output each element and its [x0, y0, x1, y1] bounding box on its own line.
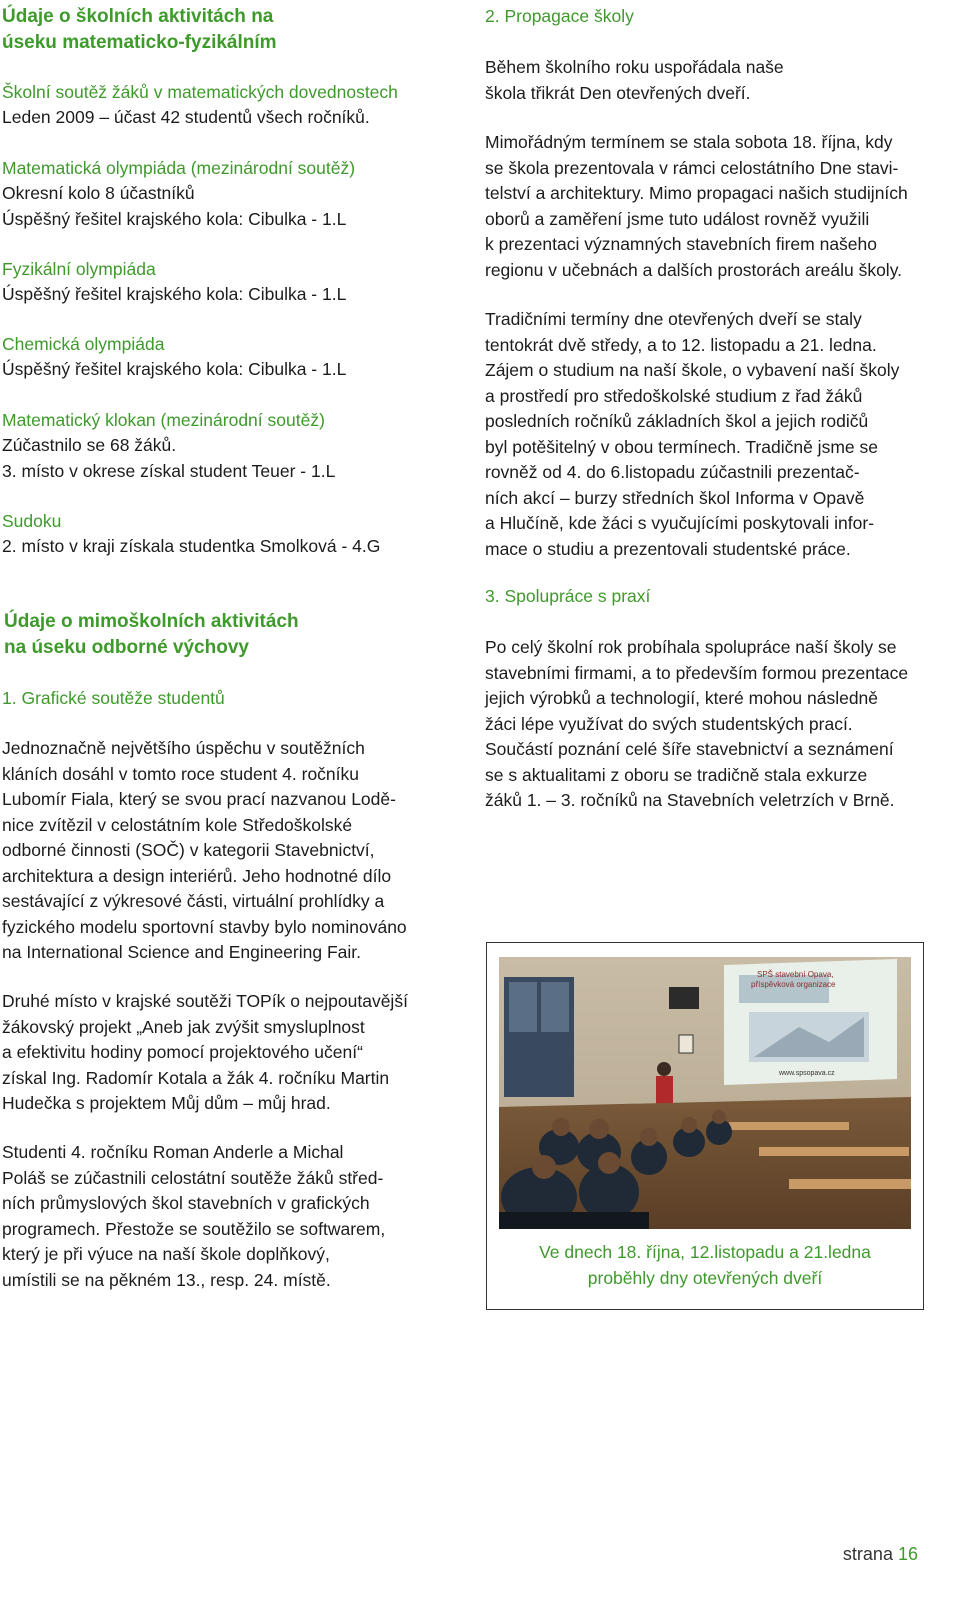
- competition-title: Fyzikální olympiáda: [2, 259, 156, 279]
- section-title-promotion: 2. Propagace školy: [485, 6, 634, 26]
- projected-title: SPŠ stavební Opava, příspěvková organizace: [751, 970, 836, 989]
- paragraph: Jednoznačně největšího úspěchu v soutěžních kláních dosáhl v tomto roce student 4. ročníku Lubomír Fiala, který se svou prací nazvanou Lodě- nice zvítězil v celostátním kole Středoškolské odborné činnosti (SOČ) v kategorii Stavebnictví, architektura a design interiérů. Jeho hodnotné dílo sestávající z výkresové části, virtuální prohlídky a fyzického modelu sportovní stavby bylo nominováno na International Science and Engineering Fair.: [2, 738, 407, 962]
- page-number-value: 16: [897, 1544, 918, 1564]
- paragraph: Mimořádným termínem se stala sobota 18. října, kdy se škola prezentovala v rámci celostátního Dne stavi- telství a architektury. Mimo propagaci našich studijních oborů a zaměření jsme tuto událost rovněž využili k prezentaci významných stavebních firem našeho regionu v učebnách a dalších prostorách areálu školy.: [485, 132, 908, 280]
- page-label: strana: [842, 1544, 893, 1564]
- competition-text: 2. místo v kraji získala studentka Smolková - 4.G: [2, 536, 381, 556]
- competition-text: Okresní kolo 8 účastníků Úspěšný řešitel krajského kola: Cibulka - 1.L: [2, 183, 347, 229]
- classroom-illustration: [499, 957, 911, 1229]
- paragraph: Tradičními termíny dne otevřených dveří se staly tentokrát dvě středy, a to 12. listopadu a 21. ledna. Zájem o studium na naší škole, o vybavení naší školy a prostředí pro středoškolské studium z řad žáků posledních ročníků základních škol a jejich rodičů byl potěšitelný v obou termínech. Tradičně jsme se rovněž od 4. do 6.listopadu zúčastnili prezentač- ních akcí – burzy středních škol Informa v Opavě a Hlučíně, kde žáci s vyučujícími poskytovali infor- mace o studiu a prezentovali studentské práce.: [485, 309, 900, 559]
- competition-title: Matematická olympiáda (mezinárodní soutěž): [2, 158, 356, 178]
- competition-title: Školní soutěž žáků v matematických dovednostech: [2, 82, 398, 102]
- competition-text: Úspěšný řešitel krajského kola: Cibulka - 1.L: [2, 359, 347, 379]
- photo-caption: Ve dnech 18. října, 12.listopadu a 21.ledna proběhly dny otevřených dveří: [539, 1242, 871, 1288]
- section-title-graphic-competitions: 1. Grafické soutěže studentů: [2, 688, 225, 708]
- competition-title: Matematický klokan (mezinárodní soutěž): [2, 410, 325, 430]
- competition-title: Sudoku: [2, 511, 62, 531]
- competition-title: Chemická olympiáda: [2, 334, 165, 354]
- heading-school-activities: Údaje o školních aktivitách na úseku matematicko-fyzikálním: [2, 6, 277, 53]
- competition-text: Zúčastnilo se 68 žáků. 3. místo v okrese získal student Teuer - 1.L: [2, 435, 336, 481]
- classroom-photo: [499, 957, 911, 1229]
- paragraph: Po celý školní rok probíhala spolupráce naší školy se stavebními firmami, a to především formou prezentace jejich výrobků a technologií, které mohou následně žáci lépe využívat do svých studentských prací. Součástí poznání celé šíře stavebnictví a seznámení se s aktualitami z oboru se tradičně stala exkurze žáků 1. – 3. ročníků na Stavebních veletrzích v Brně.: [485, 637, 909, 810]
- competition-text: Úspěšný řešitel krajského kola: Cibulka - 1.L: [2, 284, 347, 304]
- projected-url: www.spsopava.cz: [779, 1070, 835, 1077]
- page-number: [843, 1544, 918, 1565]
- paragraph: Studenti 4. ročníku Roman Anderle a Michal Poláš se zúčastnili celostátní soutěže žáků střed- ních průmyslových škol stavebních v grafických programech. Přestože se soutěžilo se softwarem, který je při výuce na naší škole doplňkový, umístili se na pěkném 13., resp. 24. místě.: [2, 1142, 386, 1290]
- paragraph: Druhé místo v krajské soutěži TOPík o nejpoutavější žákovský projekt „Aneb jak zvýšit smysluplnost a efektivitu hodiny pomocí projektového učení“ získal Ing. Radomír Kotala a žák 4. ročníku Martin Hudečka s projektem Můj dům – můj hrad.: [2, 991, 408, 1113]
- heading-extracurricular: Údaje o mimoškolních aktivitách na úseku odborné výchovy: [4, 611, 299, 658]
- paragraph: Během školního roku uspořádala naše škola třikrát Den otevřených dveří.: [485, 57, 784, 103]
- section-title-cooperation: 3. Spolupráce s praxí: [485, 586, 651, 606]
- photo-frame: [486, 942, 924, 1310]
- competition-text: Leden 2009 – účast 42 studentů všech ročníků.: [2, 107, 370, 127]
